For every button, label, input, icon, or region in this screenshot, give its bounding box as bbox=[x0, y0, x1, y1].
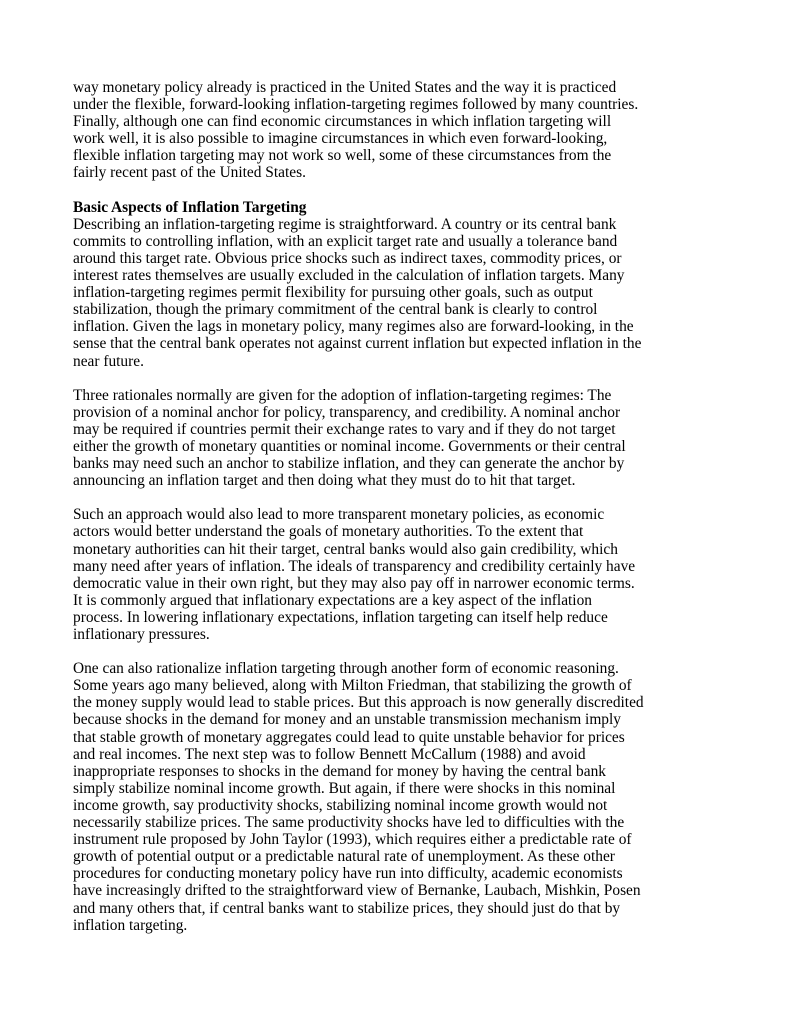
paragraph-intro-continuation: way monetary policy already is practiced in the United States and the way it is practiced under the flexible, forward-looking inflation-targeting regimes followed by many countries. Finally, although one can find economic circumstances in which inflation targeting will work well, it is also possible to imagine circumstances in which even forward-looking, flexible inflation targeting may not work so well, some of these circumstances from the fairly recent past of the United States. bbox=[73, 79, 639, 182]
paragraph-basic-aspects: Describing an inflation-targeting regime is straightforward. A country or its central bank commits to controlling inflation, with an explicit target rate and usually a tolerance band around this target rate. Obvious price shocks such as indirect taxes, commodity prices, or interest rates themselves are usually excluded in the calculation of inflation targets. Many inflation-targeting regimes permit flexibility for pursuing other goals, such as output stabilization, though the primary commitment of the central bank is clearly to control inflation. Given the lags in monetary policy, many regimes also are forward-looking, in the sense that the central bank operates not against current inflation but expected inflation in the near future. bbox=[73, 215, 642, 370]
paragraph-spacer bbox=[73, 370, 753, 387]
paragraph-transparency: Such an approach would also lead to more transparent monetary policies, as economic actors would better understand the goals of monetary authorities. To the extent that monetary authorities can hit their target, central banks would also gain credibility, which many need after years of inflation. The ideals of transparency and credibility certainly have democratic value in their own right, but they may also pay off in narrower economic terms. It is commonly argued that inflationary expectations are a key aspect of the inflation process. In lowering inflationary expectations, inflation targeting can itself help reduce inflationary pressures. bbox=[73, 506, 636, 643]
paragraph-spacer bbox=[73, 182, 753, 199]
paragraph-spacer bbox=[73, 489, 753, 506]
section-heading: Basic Aspects of Inflation Targeting bbox=[73, 198, 307, 216]
paragraph-three-rationales: Three rationales normally are given for the adoption of inflation-targeting regimes: The provision of a nominal anchor for policy, transparency, and credibility. A nominal anchor may be required if countries permit their exchange rates to vary and if they do not target either the growth of monetary quantities or nominal income. Governments or their central banks may need such an anchor to stabilize inflation, and they can generate the anchor by announcing an inflation target and then doing what they must do to hit that target. bbox=[73, 386, 626, 490]
document-page bbox=[73, 79, 753, 934]
paragraph-economic-reasoning: One can also rationalize inflation targeting through another form of economic reasoning. Some years ago many believed, along with Milton Friedman, that stabilizing the growth of the money supply would lead to stable prices. But this approach is now generally discredited because shocks in the demand for money and an unstable transmission mechanism imply that stable growth of monetary aggregates could lead to quite unstable behavior for prices and real incomes. The next step was to follow Bennett McCallum (1988) and avoid inappropriate responses to shocks in the demand for money by having the central bank simply stabilize nominal income growth. But again, if there were shocks in this nominal income growth, say productivity shocks, stabilizing nominal income growth would not necessarily stabilize prices. The same productivity shocks have led to difficulties with the instrument rule proposed by John Taylor (1993), which requires either a predictable rate of growth of potential output or a predictable natural rate of unemployment. As these other procedures for conducting monetary policy have run into difficulty, academic economists have increasingly drifted to the straightforward view of Bernanke, Laubach, Mishkin, Posen and many others that, if central banks want to stabilize prices, they should just do that by inflation targeting. bbox=[73, 660, 644, 934]
paragraph-spacer bbox=[73, 643, 753, 660]
